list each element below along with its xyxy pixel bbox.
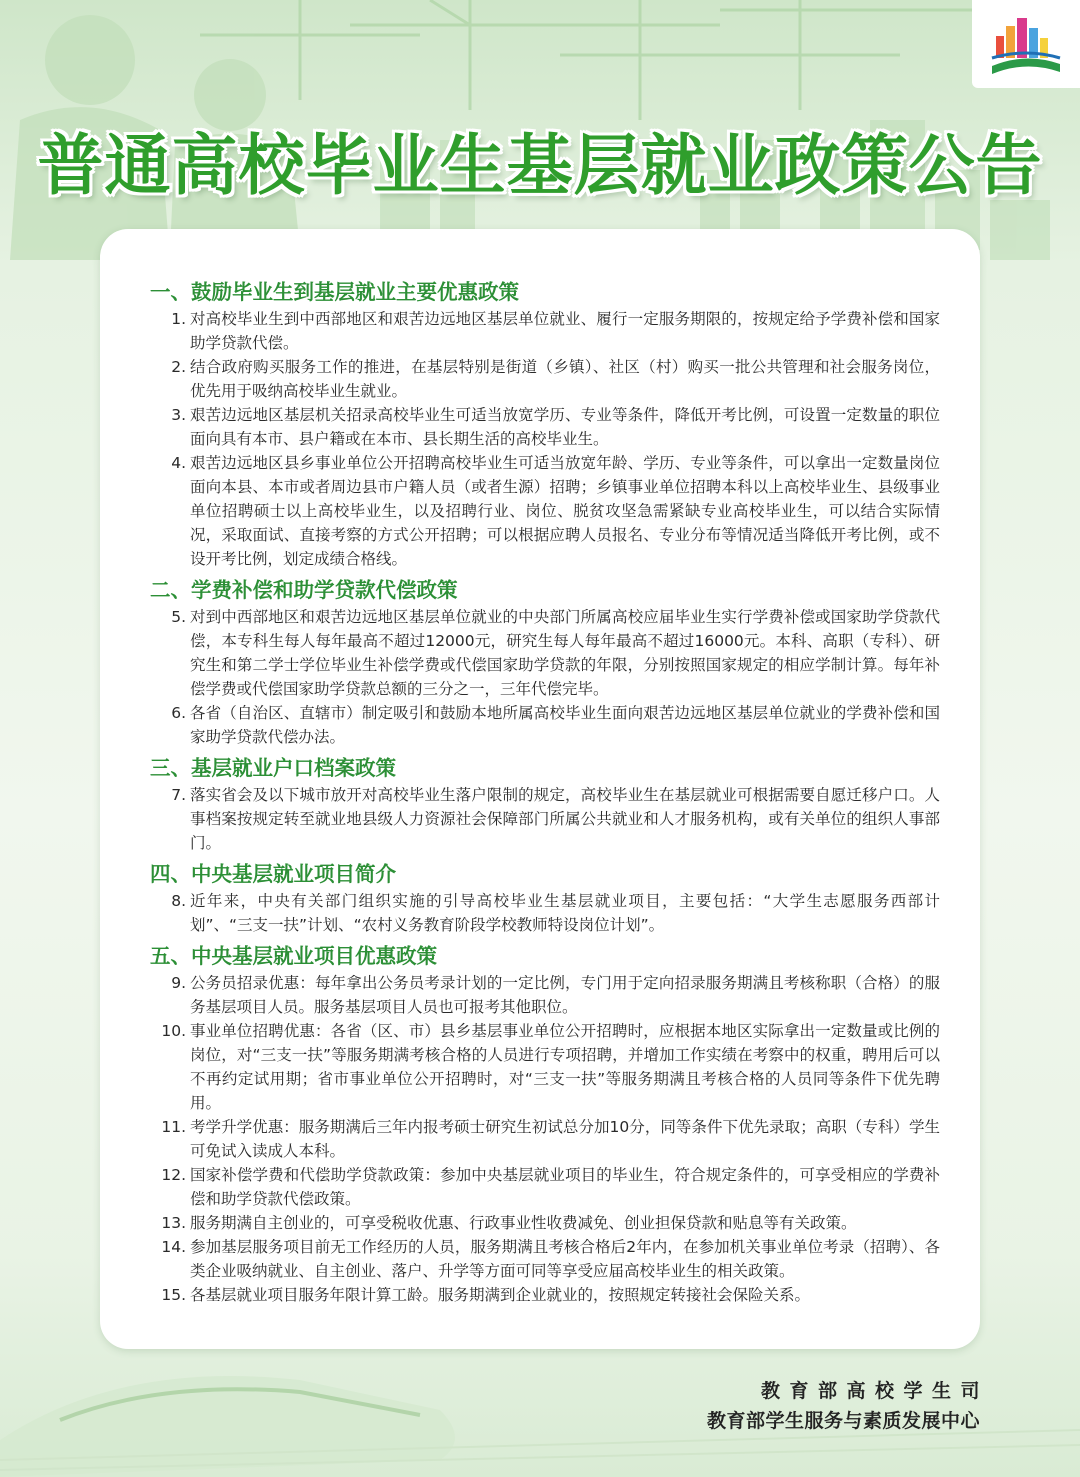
policy-section (150, 755, 940, 855)
item-number: 4. (171, 454, 186, 472)
item-number: 3. (171, 406, 186, 424)
policy-item (150, 1235, 940, 1283)
item-number: 5. (171, 608, 186, 626)
item-text: 结合政府购买服务工作的推进，在基层特别是街道（乡镇）、社区（村）购买一批公共管理和社会服务岗位，优先用于吸纳高校毕业生就业。 (190, 358, 940, 400)
item-number: 7. (171, 786, 186, 804)
section-heading: 四、中央基层就业项目简介 (150, 862, 396, 886)
item-number: 12. (161, 1166, 186, 1184)
item-number: 14. (161, 1238, 186, 1256)
policy-section (150, 861, 940, 937)
item-text: 艰苦边远地区县乡事业单位公开招聘高校毕业生可适当放宽年龄、学历、专业等条件，可以拿出一定数量岗位面向本县、本市或者周边县市户籍人员（或者生源）招聘；乡镇事业单位招聘本科以上高校毕业生、县级事业单位招聘硕士以上高校毕业生，以及招聘行业、岗位、脱贫攻坚急需紧缺专业高校毕业生，可以结合实际情况，采取面试、直接考察的方式公开招聘；可以根据应聘人员报名、专业分布等情况适当降低开考比例，或不设开考比例，划定成绩合格线。 (190, 454, 940, 568)
item-text: 艰苦边远地区基层机关招录高校毕业生可适当放宽学历、专业等条件，降低开考比例，可设置一定数量的职位面向具有本市、县户籍或在本市、县长期生活的高校毕业生。 (190, 406, 940, 448)
policy-item (150, 1211, 940, 1235)
item-text: 服务期满自主创业的，可享受税收优惠、行政事业性收费减免、创业担保贷款和贴息等有关政策。 (190, 1214, 857, 1232)
section-heading: 五、中央基层就业项目优惠政策 (150, 944, 437, 968)
item-number: 15. (161, 1286, 186, 1304)
policy-item (150, 605, 940, 701)
policy-item (150, 1163, 940, 1211)
issuer-line-1: 教育部高校学生司 (760, 1380, 989, 1402)
policy-section (150, 943, 940, 1307)
item-text: 对高校毕业生到中西部地区和艰苦边远地区基层单位就业、履行一定服务期限的，按规定给予学费补偿和国家助学贷款代偿。 (190, 310, 940, 352)
item-number: 13. (161, 1214, 186, 1232)
item-number: 10. (161, 1022, 186, 1040)
policy-item (150, 451, 940, 571)
item-number: 6. (171, 704, 186, 722)
item-text: 参加基层服务项目前无工作经历的人员，服务期满且考核合格后2年内，在参加机关事业单位考录（招聘）、各类企业吸纳就业、自主创业、落户、升学等方面可同等享受应届高校毕业生的相关政策。 (190, 1238, 940, 1280)
item-text: 国家补偿学费和代偿助学贷款政策：参加中央基层就业项目的毕业生，符合规定条件的，可享受相应的学费补偿和助学贷款代偿政策。 (190, 1166, 940, 1208)
issuer-block (706, 1376, 989, 1436)
page-title: 普通高校毕业生基层就业政策公告 (37, 127, 1043, 204)
policy-section (150, 279, 940, 571)
policy-item (150, 783, 940, 855)
section-heading: 二、学费补偿和助学贷款代偿政策 (150, 578, 458, 602)
policy-item (150, 889, 940, 937)
item-text: 各省（自治区、直辖市）制定吸引和鼓励本地所属高校毕业生面向艰苦边远地区基层单位就业的学费补偿和国家助学贷款代偿办法。 (190, 704, 940, 746)
item-text: 公务员招录优惠：每年拿出公务员考录计划的一定比例，专门用于定向招录服务期满且考核称职（合格）的服务基层项目人员。服务基层项目人员也可报考其他职位。 (190, 974, 940, 1016)
section-heading: 一、鼓励毕业生到基层就业主要优惠政策 (150, 280, 519, 304)
item-text: 落实省会及以下城市放开对高校毕业生落户限制的规定，高校毕业生在基层就业可根据需要自愿迁移户口。人事档案按规定转至就业地县级人力资源社会保障部门所属公共就业和人才服务机构，或有关单位的组织人事部门。 (190, 786, 940, 852)
policy-section (150, 577, 940, 749)
policy-item (150, 971, 940, 1019)
item-text: 考学升学优惠：服务期满后三年内报考硕士研究生初试总分加10分，同等条件下优先录取；高职（专科）学生可免试入读成人本科。 (190, 1118, 940, 1160)
policy-content (150, 279, 940, 1307)
logo-box (972, 0, 1080, 88)
city-logo-icon (990, 14, 1062, 76)
policy-item (150, 701, 940, 749)
policy-item (150, 1283, 940, 1307)
item-text: 对到中西部地区和艰苦边远地区基层单位就业的中央部门所属高校应届毕业生实行学费补偿或国家助学贷款代偿，本专科生每人每年最高不超过12000元，研究生每人每年最高不超过16000元。本科、高职（专科）、研究生和第二学士学位毕业生补偿学费或代偿国家助学贷款的年限，分别按照国家规定的相应学制计算。每年补偿学费或代偿国家助学贷款总额的三分之一，三年代偿完毕。 (190, 608, 940, 698)
policy-item (150, 403, 940, 451)
policy-item (150, 307, 940, 355)
item-number: 9. (171, 974, 186, 992)
item-number: 1. (171, 310, 186, 328)
issuer-line-2: 教育部学生服务与素质发展中心 (706, 1410, 980, 1432)
policy-item (150, 1019, 940, 1115)
item-number: 8. (171, 892, 186, 910)
item-number: 11. (161, 1118, 186, 1136)
item-text: 事业单位招聘优惠：各省（区、市）县乡基层事业单位公开招聘时，应根据本地区实际拿出一定数量或比例的岗位，对“三支一扶”等服务期满考核合格的人员进行专项招聘，并增加工作实绩在考察中的权重，聘用后可以不再约定试用期；省市事业单位公开招聘时，对“三支一扶”等服务期满且考核合格的人员同等条件下优先聘用。 (190, 1022, 940, 1112)
section-heading: 三、基层就业户口档案政策 (150, 756, 396, 780)
item-number: 2. (171, 358, 186, 376)
policy-item (150, 355, 940, 403)
item-text: 近年来，中央有关部门组织实施的引导高校毕业生基层就业项目，主要包括：“大学生志愿服务西部计划”、“三支一扶”计划、“农村义务教育阶段学校教师特设岗位计划”。 (190, 892, 940, 934)
item-text: 各基层就业项目服务年限计算工龄。服务期满到企业就业的，按照规定转接社会保险关系。 (190, 1286, 811, 1304)
policy-item (150, 1115, 940, 1163)
policy-panel (100, 229, 980, 1349)
